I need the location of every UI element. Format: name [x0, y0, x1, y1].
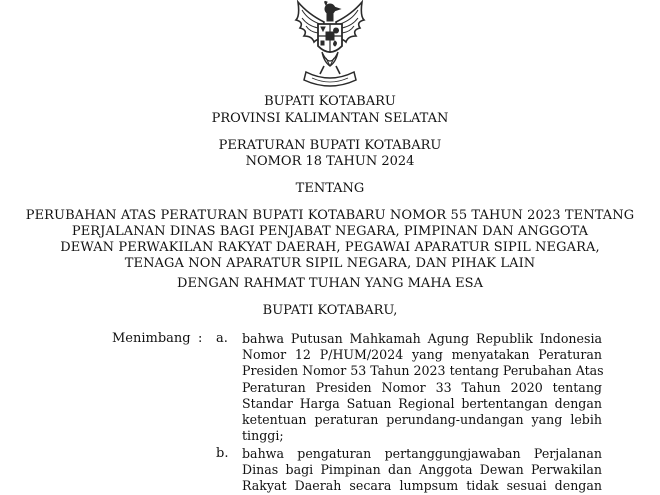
item-line: bahwa Putusan Mahkamah Agung Republik Indonesia: [242, 331, 602, 346]
considering-label: Menimbang: [112, 331, 191, 346]
issuer-line: BUPATI KOTABARU,: [262, 303, 398, 318]
item-line: Nomor 12 P/HUM/2024 yang menyatakan Peraturan: [242, 347, 602, 363]
header-issuer-line: BUPATI KOTABARU: [264, 94, 396, 109]
considering-item-b: [242, 446, 602, 495]
item-line: tinggi;: [242, 428, 284, 444]
item-letter: b.: [216, 446, 229, 461]
title-line: PERUBAHAN ATAS PERATURAN BUPATI KOTABARU NOMOR 55 TAHUN 2023 TENTANG: [25, 208, 635, 223]
considering-item-a: [242, 331, 602, 444]
item-line: Dinas bagi Pimpinan dan Anggota Dewan Perwakilan: [242, 462, 602, 478]
header-province-line: PROVINSI KALIMANTAN SELATAN: [211, 111, 449, 126]
item-line: Standar Harga Satuan Regional bertentangan dengan: [242, 395, 602, 411]
item-letter: a.: [216, 331, 228, 346]
item-line: bahwa pengaturan pertanggungjawaban Perjalanan: [242, 446, 602, 461]
considering-colon: :: [198, 331, 203, 346]
item-line: Rakyat Daerah secara lumpsum tidak sesuai dengan: [242, 478, 602, 494]
title-line: DEWAN PERWAKILAN RAKYAT DAERAH, PEGAWAI APARATUR SIPIL NEGARA,: [60, 240, 600, 255]
title-line: TENAGA NON APARATUR SIPIL NEGARA, DAN PIHAK LAIN: [124, 256, 536, 271]
item-line: ketentuan peraturan perundang-undangan yang lebih: [242, 412, 602, 428]
title-line: PERJALANAN DINAS BAGI PENJABAT NEGARA, PIMPINAN DAN ANGGOTA: [71, 224, 589, 239]
regulation-number-line: NOMOR 18 TAHUN 2024: [245, 154, 415, 169]
about-heading: TENTANG: [295, 181, 365, 196]
grace-line: DENGAN RAHMAT TUHAN YANG MAHA ESA: [177, 276, 483, 291]
regulation-type-line: PERATURAN BUPATI KOTABARU: [218, 138, 442, 153]
garuda-pancasila-emblem-icon: [290, 0, 370, 90]
item-line: Presiden Nomor 53 Tahun 2023 tentang Perubahan Atas: [242, 363, 604, 379]
item-line: Peraturan Presiden Nomor 33 Tahun 2020 tentang: [242, 379, 602, 395]
